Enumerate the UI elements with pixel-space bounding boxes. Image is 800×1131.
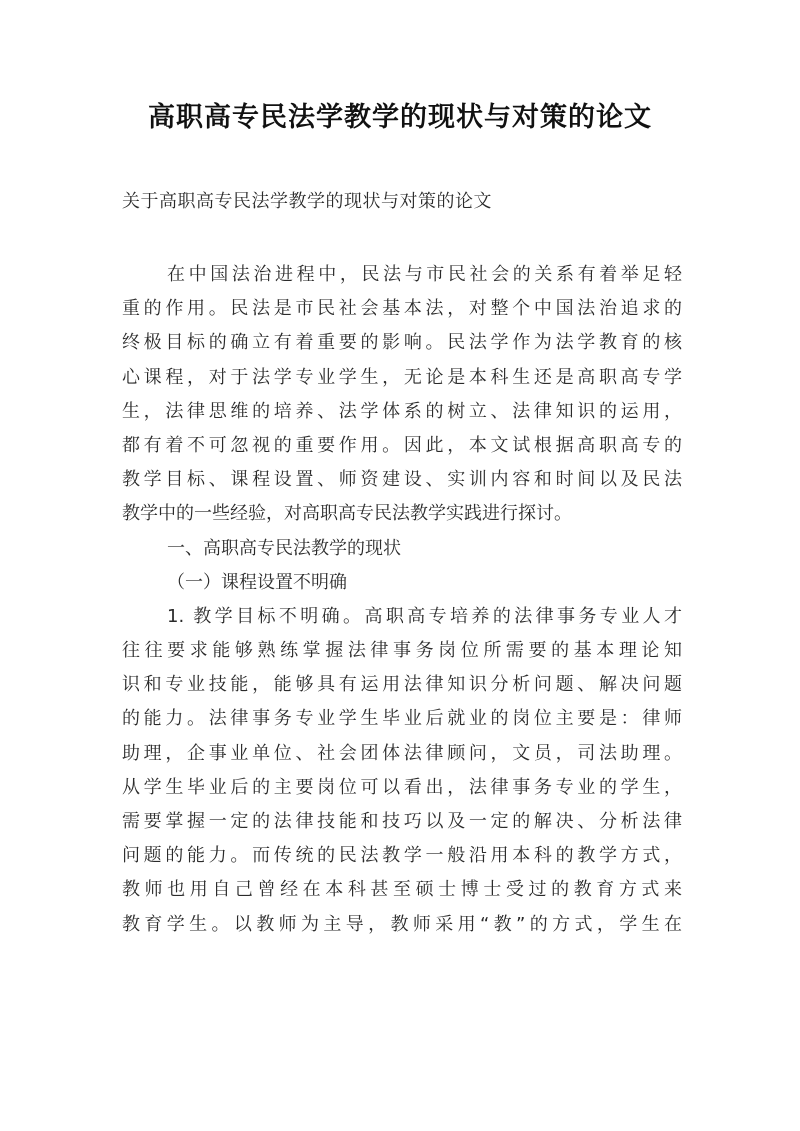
paragraph-line: 需要掌握一定的法律技能和技巧以及一定的解决、分析法律	[122, 811, 682, 832]
paragraph-line: 识和专业技能，能够具有运用法律知识分析问题、解决问题	[122, 674, 682, 696]
paragraph-line: 从学生毕业后的主要岗位可以看出，法律事务专业的学生，	[122, 776, 682, 798]
paragraph-line: 都有着不可忽视的重要作用。因此，本文试根据高职高专的	[122, 434, 682, 456]
paragraph-line: 教学中的一些经验，对高职高专民法教学实践进行探讨。	[122, 503, 572, 525]
paragraph-line: 往往要求能够熟练掌握法律事务岗位所需要的基本理论知	[122, 640, 682, 662]
section-heading: 一、高职高专民法教学的现状	[167, 537, 401, 559]
document-body	[122, 258, 682, 942]
paragraph-line: 1. 教学目标不明确。高职高专培养的法律事务专业人才	[167, 605, 682, 627]
paragraph-line: 教师也用自己曾经在本科甚至硕士博士受过的教育方式来	[122, 879, 682, 901]
paragraph-line: 教育学生。以教师为主导，教师采用“教”的方式，学生在	[122, 913, 682, 935]
paragraph-line: 终极目标的确立有着重要的影响。民法学作为法学教育的核	[122, 332, 682, 354]
paragraph-line: 教学目标、课程设置、师资建设、实训内容和时间以及民法	[122, 469, 682, 491]
paragraph-line: 重的作用。民法是市民社会基本法，对整个中国法治追求的	[122, 298, 682, 320]
paragraph-line: 助理，企事业单位、社会团体法律顾问，文员，司法助理。	[122, 742, 682, 764]
document-title: 高职高专民法学教学的现状与对策的论文	[148, 102, 652, 133]
paragraph-line: 生，法律思维的培养、法学体系的树立、法律知识的运用，	[122, 400, 682, 422]
paragraph-line: 的能力。法律事务专业学生毕业后就业的岗位主要是：律师	[122, 708, 682, 730]
paragraph-line: 心课程，对于法学专业学生，无论是本科生还是高职高专学	[122, 366, 682, 388]
paragraph-line: 在中国法治进程中，民法与市民社会的关系有着举足轻	[167, 264, 682, 285]
document-subtitle: 关于高职高专民法学教学的现状与对策的论文	[122, 191, 492, 212]
paragraph-line: 问题的能力。而传统的民法教学一般沿用本科的教学方式，	[122, 845, 682, 867]
subsection-heading: （一）课程设置不明确	[167, 571, 347, 593]
